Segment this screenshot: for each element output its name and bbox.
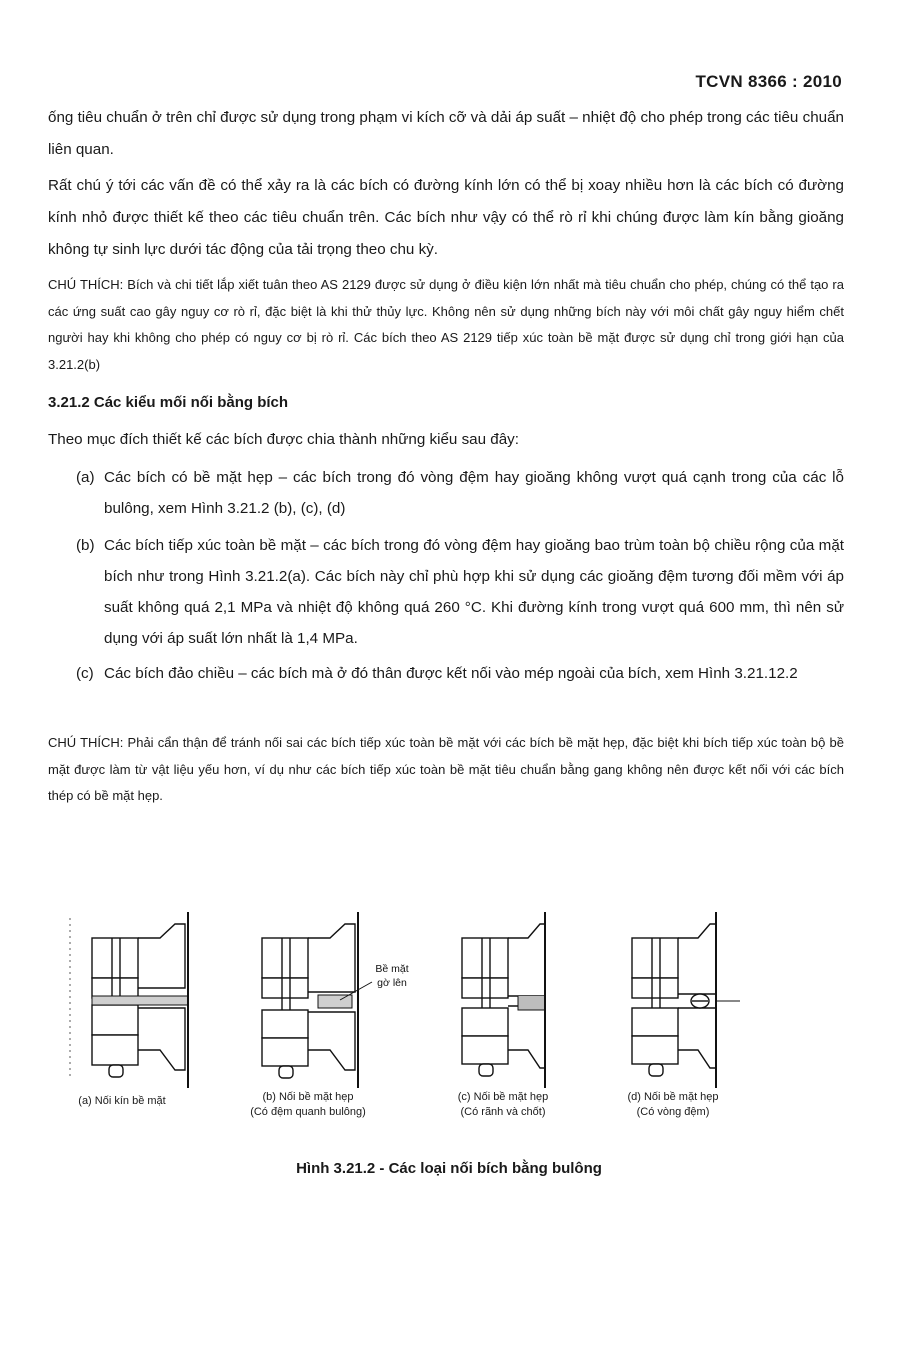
caption-a-line-1: (a) Nối kín bề mặt xyxy=(78,1095,166,1107)
list-item-label: (a) xyxy=(76,469,95,486)
list-item-text: Các bích đảo chiều – các bích mà ở đó thân được kết nối vào mép ngoài của bích, xem Hình 3.21.12.2 xyxy=(104,665,798,682)
section-heading: 3.21.2 Các kiểu mối nối bằng bích xyxy=(48,394,289,411)
list-item-text: Các bích tiếp xúc toàn bề mặt – các bích trong đó vòng đệm hay gioăng bao trùm toàn bộ chiều rộng của mặt bích như trong Hình 3.21.2(a). Các bích này chỉ phù hợp khi sử dụng các gioăng đệm tương đối mềm với áp suất không quá 2,1 MPa và nhiệt độ không quá 260 °C. Khi đường kính trong vượt quá 600 mm, thì nên sử dụng với áp suất lớn nhất là 1,4 MPa. xyxy=(104,537,844,647)
caption-d-line-1: (d) Nối bề mặt hẹp xyxy=(627,1091,719,1103)
figure-title: Hình 3.21.2 - Các loại nối bích bằng bulông xyxy=(296,1160,602,1177)
note-2: CHÚ THÍCH: Phải cẩn thận để tránh nối sai các bích tiếp xúc toàn bề mặt với các bích bề mặt hẹp, đặc biệt khi bích tiếp xúc toàn bộ bề mặt được làm từ vật liệu yếu hơn, ví dụ như các bích tiếp xúc toàn bề mặt tiêu chuẩn bằng gang không nên được kết nối với các bích thép có bề mặt hẹp. xyxy=(48,735,844,803)
caption-d xyxy=(598,1090,748,1120)
diagram-a xyxy=(70,912,188,1088)
diagram-c xyxy=(462,912,545,1088)
section-intro: Theo mục đích thiết kế các bích được chia thành những kiểu sau đây: xyxy=(48,431,519,448)
caption-d-line-2: (Có vòng đệm) xyxy=(636,1106,710,1118)
figure-flange-joints xyxy=(0,900,898,1140)
caption-c-line-1: (c) Nối bề mặt hẹp xyxy=(457,1091,549,1103)
list-item-label: (c) xyxy=(76,665,94,682)
caption-a xyxy=(62,1094,182,1109)
caption-b xyxy=(228,1090,388,1120)
list-item-label: (b) xyxy=(76,537,95,554)
note-1: CHÚ THÍCH: Bích và chi tiết lắp xiết tuân theo AS 2129 được sử dụng ở điều kiện lớn nhất mà tiêu chuẩn cho phép, chúng có thể tạo ra các ứng suất cao gây nguy cơ rò rỉ, đặc biệt là khi thử thủy lực. Không nên sử dụng những bích này với môi chất gây nguy hiểm chết người hay khi không cho phép có nguy cơ bị rò rỉ. Các bích theo AS 2129 tiếp xúc toàn bề mặt được sử dụng chỉ trong giới hạn của 3.21.2(b) xyxy=(48,277,844,372)
callout-line-1: Bề mặt xyxy=(375,963,409,975)
callout-line-2: gờ lên xyxy=(377,977,407,989)
list-item-a xyxy=(76,462,844,524)
diagram-d xyxy=(632,912,740,1088)
paragraph-1: ống tiêu chuẩn ở trên chỉ được sử dụng trong phạm vi kích cỡ và dải áp suất – nhiệt độ cho phép trong các tiêu chuẩn liên quan. xyxy=(48,109,844,158)
list-item-text: Các bích có bề mặt hẹp – các bích trong đó vòng đệm hay gioăng không vượt quá cạnh trong của các lỗ bulông, xem Hình 3.21.2 (b), (c), (d) xyxy=(104,469,844,517)
paragraph-2: Rất chú ý tới các vấn đề có thể xảy ra là các bích có đường kính lớn có thể bị xoay nhiều hơn là các bích có đường kính nhỏ được thiết kế theo các tiêu chuẩn trên. Các bích như vậy có thể rò rỉ khi chúng được làm kín bằng gioăng không tự sinh lực dưới tác động của tải trọng theo chu kỳ. xyxy=(48,177,844,258)
caption-c-line-2: (Có rãnh và chốt) xyxy=(460,1106,546,1118)
diagram-b xyxy=(262,912,372,1088)
caption-c xyxy=(428,1090,578,1120)
document-id: TCVN 8366 : 2010 xyxy=(695,72,842,91)
list-item-b xyxy=(76,530,844,654)
list-item-c xyxy=(76,658,844,720)
caption-b-line-2: (Có đệm quanh bulông) xyxy=(250,1106,366,1118)
caption-b-line-1: (b) Nối bề mặt hẹp xyxy=(262,1091,354,1103)
